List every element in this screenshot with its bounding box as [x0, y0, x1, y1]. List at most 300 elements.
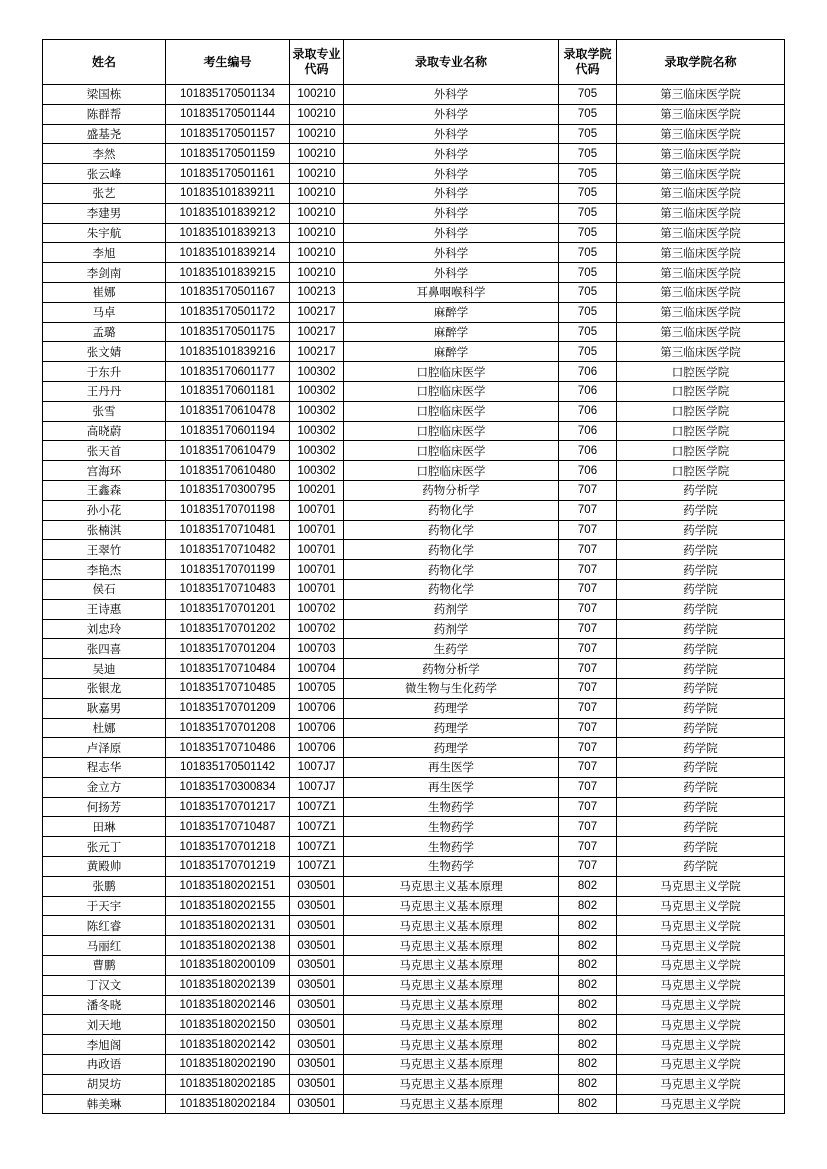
major-code-cell: 030501	[290, 1055, 344, 1075]
table-row	[43, 104, 785, 124]
college-name-cell: 药学院	[617, 540, 785, 560]
major-code-cell: 030501	[290, 876, 344, 896]
name-cell: 王诗惠	[43, 599, 166, 619]
major-code-cell: 100210	[290, 164, 344, 184]
table-row	[43, 777, 785, 797]
major-code-cell: 100217	[290, 322, 344, 342]
candidate-id-cell: 101835170501159	[166, 144, 290, 164]
table-row	[43, 1094, 785, 1114]
college-name-cell: 口腔医学院	[617, 461, 785, 481]
major-code-cell: 100210	[290, 144, 344, 164]
header-college-code: 录取学院代码	[559, 40, 617, 85]
name-cell: 丁汉文	[43, 975, 166, 995]
major-code-cell: 100210	[290, 263, 344, 283]
candidate-id-cell: 101835170710485	[166, 678, 290, 698]
candidate-id-cell: 101835170610480	[166, 461, 290, 481]
college-code-cell: 802	[559, 936, 617, 956]
college-code-cell: 802	[559, 1055, 617, 1075]
candidate-id-cell: 101835170501172	[166, 302, 290, 322]
college-code-cell: 707	[559, 738, 617, 758]
major-name-cell: 外科学	[344, 144, 559, 164]
college-name-cell: 第三临床医学院	[617, 243, 785, 263]
major-code-cell: 100302	[290, 421, 344, 441]
college-code-cell: 705	[559, 203, 617, 223]
candidate-id-cell: 101835170710481	[166, 520, 290, 540]
major-code-cell: 1007Z1	[290, 837, 344, 857]
college-code-cell: 705	[559, 342, 617, 362]
major-code-cell: 030501	[290, 916, 344, 936]
college-code-cell: 707	[559, 619, 617, 639]
college-code-cell: 707	[559, 560, 617, 580]
candidate-id-cell: 101835170710482	[166, 540, 290, 560]
candidate-id-cell: 101835170701209	[166, 698, 290, 718]
college-name-cell: 药学院	[617, 857, 785, 877]
candidate-id-cell: 101835170701201	[166, 599, 290, 619]
major-code-cell: 100701	[290, 500, 344, 520]
table-body	[43, 85, 785, 1114]
major-name-cell: 药理学	[344, 698, 559, 718]
table-row	[43, 124, 785, 144]
college-name-cell: 药学院	[617, 837, 785, 857]
college-code-cell: 705	[559, 243, 617, 263]
table-row	[43, 263, 785, 283]
college-code-cell: 707	[559, 857, 617, 877]
major-name-cell: 外科学	[344, 223, 559, 243]
major-name-cell: 马克思主义基本原理	[344, 896, 559, 916]
major-code-cell: 100210	[290, 243, 344, 263]
table-row	[43, 421, 785, 441]
major-name-cell: 药物化学	[344, 500, 559, 520]
major-name-cell: 口腔临床医学	[344, 441, 559, 461]
name-cell: 于天宇	[43, 896, 166, 916]
major-code-cell: 100702	[290, 619, 344, 639]
table-row	[43, 282, 785, 302]
candidate-id-cell: 101835170701217	[166, 797, 290, 817]
table-row	[43, 599, 785, 619]
college-code-cell: 705	[559, 144, 617, 164]
college-code-cell: 707	[559, 758, 617, 778]
college-name-cell: 口腔医学院	[617, 362, 785, 382]
major-code-cell: 030501	[290, 1015, 344, 1035]
college-code-cell: 706	[559, 461, 617, 481]
name-cell: 金立方	[43, 777, 166, 797]
name-cell: 陈群帮	[43, 104, 166, 124]
major-code-cell: 100210	[290, 104, 344, 124]
name-cell: 张天首	[43, 441, 166, 461]
name-cell: 杜娜	[43, 718, 166, 738]
college-name-cell: 药学院	[617, 520, 785, 540]
college-code-cell: 707	[559, 797, 617, 817]
major-name-cell: 外科学	[344, 124, 559, 144]
candidate-id-cell: 101835170701218	[166, 837, 290, 857]
college-name-cell: 药学院	[617, 678, 785, 698]
college-code-cell: 802	[559, 975, 617, 995]
major-name-cell: 马克思主义基本原理	[344, 1035, 559, 1055]
college-code-cell: 802	[559, 1074, 617, 1094]
candidate-id-cell: 101835170501142	[166, 758, 290, 778]
major-code-cell: 100210	[290, 183, 344, 203]
college-code-cell: 706	[559, 441, 617, 461]
name-cell: 李剑南	[43, 263, 166, 283]
major-name-cell: 药剂学	[344, 599, 559, 619]
college-code-cell: 707	[559, 678, 617, 698]
major-code-cell: 100210	[290, 223, 344, 243]
college-code-cell: 802	[559, 956, 617, 976]
major-code-cell: 100210	[290, 85, 344, 105]
candidate-id-cell: 101835170601181	[166, 381, 290, 401]
college-name-cell: 药学院	[617, 659, 785, 679]
candidate-id-cell: 101835170710484	[166, 659, 290, 679]
major-name-cell: 马克思主义基本原理	[344, 936, 559, 956]
major-code-cell: 030501	[290, 995, 344, 1015]
candidate-id-cell: 101835170501167	[166, 282, 290, 302]
candidate-id-cell: 101835180202190	[166, 1055, 290, 1075]
major-name-cell: 外科学	[344, 243, 559, 263]
table-row	[43, 500, 785, 520]
major-name-cell: 马克思主义基本原理	[344, 995, 559, 1015]
college-code-cell: 705	[559, 322, 617, 342]
college-code-cell: 705	[559, 263, 617, 283]
table-row	[43, 817, 785, 837]
major-name-cell: 马克思主义基本原理	[344, 956, 559, 976]
major-name-cell: 药理学	[344, 718, 559, 738]
name-cell: 程志华	[43, 758, 166, 778]
name-cell: 曹鹏	[43, 956, 166, 976]
table-row	[43, 758, 785, 778]
major-code-cell: 030501	[290, 1074, 344, 1094]
candidate-id-cell: 101835180202185	[166, 1074, 290, 1094]
name-cell: 王鑫森	[43, 480, 166, 500]
table-row	[43, 1035, 785, 1055]
college-code-cell: 707	[559, 698, 617, 718]
college-code-cell: 802	[559, 1015, 617, 1035]
name-cell: 黄殿帅	[43, 857, 166, 877]
table-row	[43, 342, 785, 362]
name-cell: 张元丁	[43, 837, 166, 857]
candidate-id-cell: 101835170701219	[166, 857, 290, 877]
major-name-cell: 麻醉学	[344, 322, 559, 342]
college-code-cell: 707	[559, 480, 617, 500]
major-code-cell: 100704	[290, 659, 344, 679]
candidate-id-cell: 101835170610478	[166, 401, 290, 421]
college-name-cell: 药学院	[617, 777, 785, 797]
name-cell: 梁国栋	[43, 85, 166, 105]
college-name-cell: 第三临床医学院	[617, 203, 785, 223]
name-cell: 张鹏	[43, 876, 166, 896]
name-cell: 盛基尧	[43, 124, 166, 144]
major-name-cell: 马克思主义基本原理	[344, 1055, 559, 1075]
name-cell: 于东升	[43, 362, 166, 382]
major-code-cell: 1007J7	[290, 777, 344, 797]
major-name-cell: 生物药学	[344, 797, 559, 817]
major-name-cell: 麻醉学	[344, 342, 559, 362]
candidate-id-cell: 101835180202139	[166, 975, 290, 995]
college-name-cell: 第三临床医学院	[617, 263, 785, 283]
major-name-cell: 生药学	[344, 639, 559, 659]
major-code-cell: 100217	[290, 302, 344, 322]
table-row	[43, 916, 785, 936]
major-name-cell: 药物分析学	[344, 480, 559, 500]
college-name-cell: 马克思主义学院	[617, 1094, 785, 1114]
name-cell: 王翠竹	[43, 540, 166, 560]
major-name-cell: 药剂学	[344, 619, 559, 639]
name-cell: 潘冬晓	[43, 995, 166, 1015]
college-code-cell: 705	[559, 183, 617, 203]
candidate-id-cell: 101835170701198	[166, 500, 290, 520]
candidate-id-cell: 101835170701208	[166, 718, 290, 738]
college-name-cell: 口腔医学院	[617, 381, 785, 401]
table-row	[43, 223, 785, 243]
college-name-cell: 马克思主义学院	[617, 916, 785, 936]
college-name-cell: 药学院	[617, 698, 785, 718]
major-code-cell: 100701	[290, 540, 344, 560]
college-code-cell: 705	[559, 124, 617, 144]
table-row	[43, 1015, 785, 1035]
college-code-cell: 707	[559, 837, 617, 857]
college-name-cell: 马克思主义学院	[617, 975, 785, 995]
major-code-cell: 100702	[290, 599, 344, 619]
candidate-id-cell: 101835101839215	[166, 263, 290, 283]
major-name-cell: 口腔临床医学	[344, 461, 559, 481]
name-cell: 侯石	[43, 579, 166, 599]
major-code-cell: 030501	[290, 1094, 344, 1114]
major-code-cell: 1007J7	[290, 758, 344, 778]
major-code-cell: 1007Z1	[290, 817, 344, 837]
name-cell: 孟璐	[43, 322, 166, 342]
name-cell: 陈红睿	[43, 916, 166, 936]
major-code-cell: 100213	[290, 282, 344, 302]
candidate-id-cell: 101835180202142	[166, 1035, 290, 1055]
table-row	[43, 540, 785, 560]
major-code-cell: 100210	[290, 124, 344, 144]
college-code-cell: 705	[559, 85, 617, 105]
college-name-cell: 药学院	[617, 639, 785, 659]
college-name-cell: 马克思主义学院	[617, 1074, 785, 1094]
name-cell: 张四喜	[43, 639, 166, 659]
header-major-code: 录取专业代码	[290, 40, 344, 85]
admission-table	[42, 39, 785, 1114]
college-name-cell: 药学院	[617, 718, 785, 738]
college-name-cell: 马克思主义学院	[617, 956, 785, 976]
major-code-cell: 100701	[290, 579, 344, 599]
major-name-cell: 外科学	[344, 183, 559, 203]
candidate-id-cell: 101835180202146	[166, 995, 290, 1015]
college-name-cell: 药学院	[617, 738, 785, 758]
college-code-cell: 707	[559, 579, 617, 599]
college-name-cell: 药学院	[617, 599, 785, 619]
major-code-cell: 030501	[290, 1035, 344, 1055]
college-name-cell: 马克思主义学院	[617, 1035, 785, 1055]
table-row	[43, 936, 785, 956]
header-row	[43, 40, 785, 85]
major-code-cell: 100701	[290, 560, 344, 580]
major-name-cell: 生物药学	[344, 817, 559, 837]
header-name: 姓名	[43, 40, 166, 85]
major-name-cell: 麻醉学	[344, 302, 559, 322]
name-cell: 朱宇航	[43, 223, 166, 243]
college-code-cell: 802	[559, 876, 617, 896]
name-cell: 卢泽原	[43, 738, 166, 758]
major-name-cell: 药理学	[344, 738, 559, 758]
college-name-cell: 第三临床医学院	[617, 104, 785, 124]
table-row	[43, 322, 785, 342]
candidate-id-cell: 101835180202138	[166, 936, 290, 956]
major-name-cell: 外科学	[344, 164, 559, 184]
name-cell: 张文婧	[43, 342, 166, 362]
name-cell: 刘天地	[43, 1015, 166, 1035]
candidate-id-cell: 101835180202150	[166, 1015, 290, 1035]
major-name-cell: 药物化学	[344, 520, 559, 540]
candidate-id-cell: 101835101839212	[166, 203, 290, 223]
major-name-cell: 马克思主义基本原理	[344, 1094, 559, 1114]
table-row	[43, 85, 785, 105]
table-row	[43, 461, 785, 481]
table-row	[43, 381, 785, 401]
major-code-cell: 100706	[290, 718, 344, 738]
name-cell: 孙小花	[43, 500, 166, 520]
major-code-cell: 030501	[290, 936, 344, 956]
candidate-id-cell: 101835170601177	[166, 362, 290, 382]
candidate-id-cell: 101835101839211	[166, 183, 290, 203]
name-cell: 冉政语	[43, 1055, 166, 1075]
major-name-cell: 药物化学	[344, 540, 559, 560]
name-cell: 李艳杰	[43, 560, 166, 580]
table-row	[43, 876, 785, 896]
table-row	[43, 678, 785, 698]
major-code-cell: 100302	[290, 381, 344, 401]
major-name-cell: 马克思主义基本原理	[344, 916, 559, 936]
major-name-cell: 外科学	[344, 263, 559, 283]
header-candidate-id: 考生编号	[166, 40, 290, 85]
candidate-id-cell: 101835170501134	[166, 85, 290, 105]
major-name-cell: 再生医学	[344, 758, 559, 778]
major-code-cell: 100302	[290, 441, 344, 461]
candidate-id-cell: 101835170300795	[166, 480, 290, 500]
major-code-cell: 100201	[290, 480, 344, 500]
college-code-cell: 707	[559, 540, 617, 560]
major-name-cell: 马克思主义基本原理	[344, 975, 559, 995]
major-name-cell: 马克思主义基本原理	[344, 1074, 559, 1094]
college-name-cell: 第三临床医学院	[617, 85, 785, 105]
college-name-cell: 药学院	[617, 560, 785, 580]
major-name-cell: 马克思主义基本原理	[344, 1015, 559, 1035]
table-row	[43, 797, 785, 817]
table-row	[43, 401, 785, 421]
name-cell: 张艺	[43, 183, 166, 203]
college-code-cell: 707	[559, 718, 617, 738]
candidate-id-cell: 101835170701204	[166, 639, 290, 659]
major-code-cell: 100703	[290, 639, 344, 659]
table-row	[43, 718, 785, 738]
candidate-id-cell: 101835170501144	[166, 104, 290, 124]
major-name-cell: 药物分析学	[344, 659, 559, 679]
college-code-cell: 707	[559, 599, 617, 619]
major-code-cell: 100302	[290, 401, 344, 421]
name-cell: 张银龙	[43, 678, 166, 698]
candidate-id-cell: 101835180202184	[166, 1094, 290, 1114]
candidate-id-cell: 101835170710486	[166, 738, 290, 758]
name-cell: 韩美琳	[43, 1094, 166, 1114]
candidate-id-cell: 101835180202131	[166, 916, 290, 936]
major-code-cell: 100701	[290, 520, 344, 540]
table-row	[43, 837, 785, 857]
college-name-cell: 第三临床医学院	[617, 302, 785, 322]
major-name-cell: 口腔临床医学	[344, 401, 559, 421]
table-row	[43, 896, 785, 916]
college-name-cell: 马克思主义学院	[617, 876, 785, 896]
table-row	[43, 203, 785, 223]
candidate-id-cell: 101835180200109	[166, 956, 290, 976]
table-row	[43, 857, 785, 877]
candidate-id-cell: 101835170701199	[166, 560, 290, 580]
college-name-cell: 药学院	[617, 817, 785, 837]
major-code-cell: 030501	[290, 896, 344, 916]
major-name-cell: 口腔临床医学	[344, 421, 559, 441]
major-name-cell: 耳鼻咽喉科学	[344, 282, 559, 302]
name-cell: 张雪	[43, 401, 166, 421]
table-row	[43, 362, 785, 382]
table-row	[43, 698, 785, 718]
table-row	[43, 441, 785, 461]
table-row	[43, 560, 785, 580]
college-code-cell: 707	[559, 520, 617, 540]
college-code-cell: 802	[559, 1035, 617, 1055]
candidate-id-cell: 101835170501175	[166, 322, 290, 342]
candidate-id-cell: 101835180202155	[166, 896, 290, 916]
college-name-cell: 马克思主义学院	[617, 896, 785, 916]
college-code-cell: 802	[559, 995, 617, 1015]
candidate-id-cell: 101835101839213	[166, 223, 290, 243]
major-name-cell: 生物药学	[344, 837, 559, 857]
candidate-id-cell: 101835170701202	[166, 619, 290, 639]
candidate-id-cell: 101835101839216	[166, 342, 290, 362]
candidate-id-cell: 101835170300834	[166, 777, 290, 797]
college-name-cell: 口腔医学院	[617, 441, 785, 461]
college-name-cell: 马克思主义学院	[617, 1015, 785, 1035]
major-code-cell: 100302	[290, 362, 344, 382]
major-name-cell: 药物化学	[344, 560, 559, 580]
major-name-cell: 微生物与生化药学	[344, 678, 559, 698]
major-name-cell: 口腔临床医学	[344, 381, 559, 401]
college-name-cell: 第三临床医学院	[617, 183, 785, 203]
name-cell: 宫海环	[43, 461, 166, 481]
major-name-cell: 外科学	[344, 85, 559, 105]
major-name-cell: 药物化学	[344, 579, 559, 599]
college-name-cell: 第三临床医学院	[617, 342, 785, 362]
college-code-cell: 705	[559, 282, 617, 302]
candidate-id-cell: 101835170501161	[166, 164, 290, 184]
college-name-cell: 第三临床医学院	[617, 282, 785, 302]
table-row	[43, 164, 785, 184]
major-code-cell: 100706	[290, 738, 344, 758]
major-code-cell: 100210	[290, 203, 344, 223]
college-code-cell: 707	[559, 639, 617, 659]
college-name-cell: 药学院	[617, 758, 785, 778]
college-code-cell: 705	[559, 104, 617, 124]
name-cell: 马卓	[43, 302, 166, 322]
major-code-cell: 100705	[290, 678, 344, 698]
header-college-name: 录取学院名称	[617, 40, 785, 85]
major-code-cell: 1007Z1	[290, 857, 344, 877]
college-name-cell: 药学院	[617, 797, 785, 817]
college-name-cell: 药学院	[617, 480, 785, 500]
table-row	[43, 619, 785, 639]
college-code-cell: 706	[559, 421, 617, 441]
major-name-cell: 再生医学	[344, 777, 559, 797]
table-row	[43, 520, 785, 540]
college-code-cell: 707	[559, 777, 617, 797]
college-name-cell: 第三临床医学院	[617, 144, 785, 164]
